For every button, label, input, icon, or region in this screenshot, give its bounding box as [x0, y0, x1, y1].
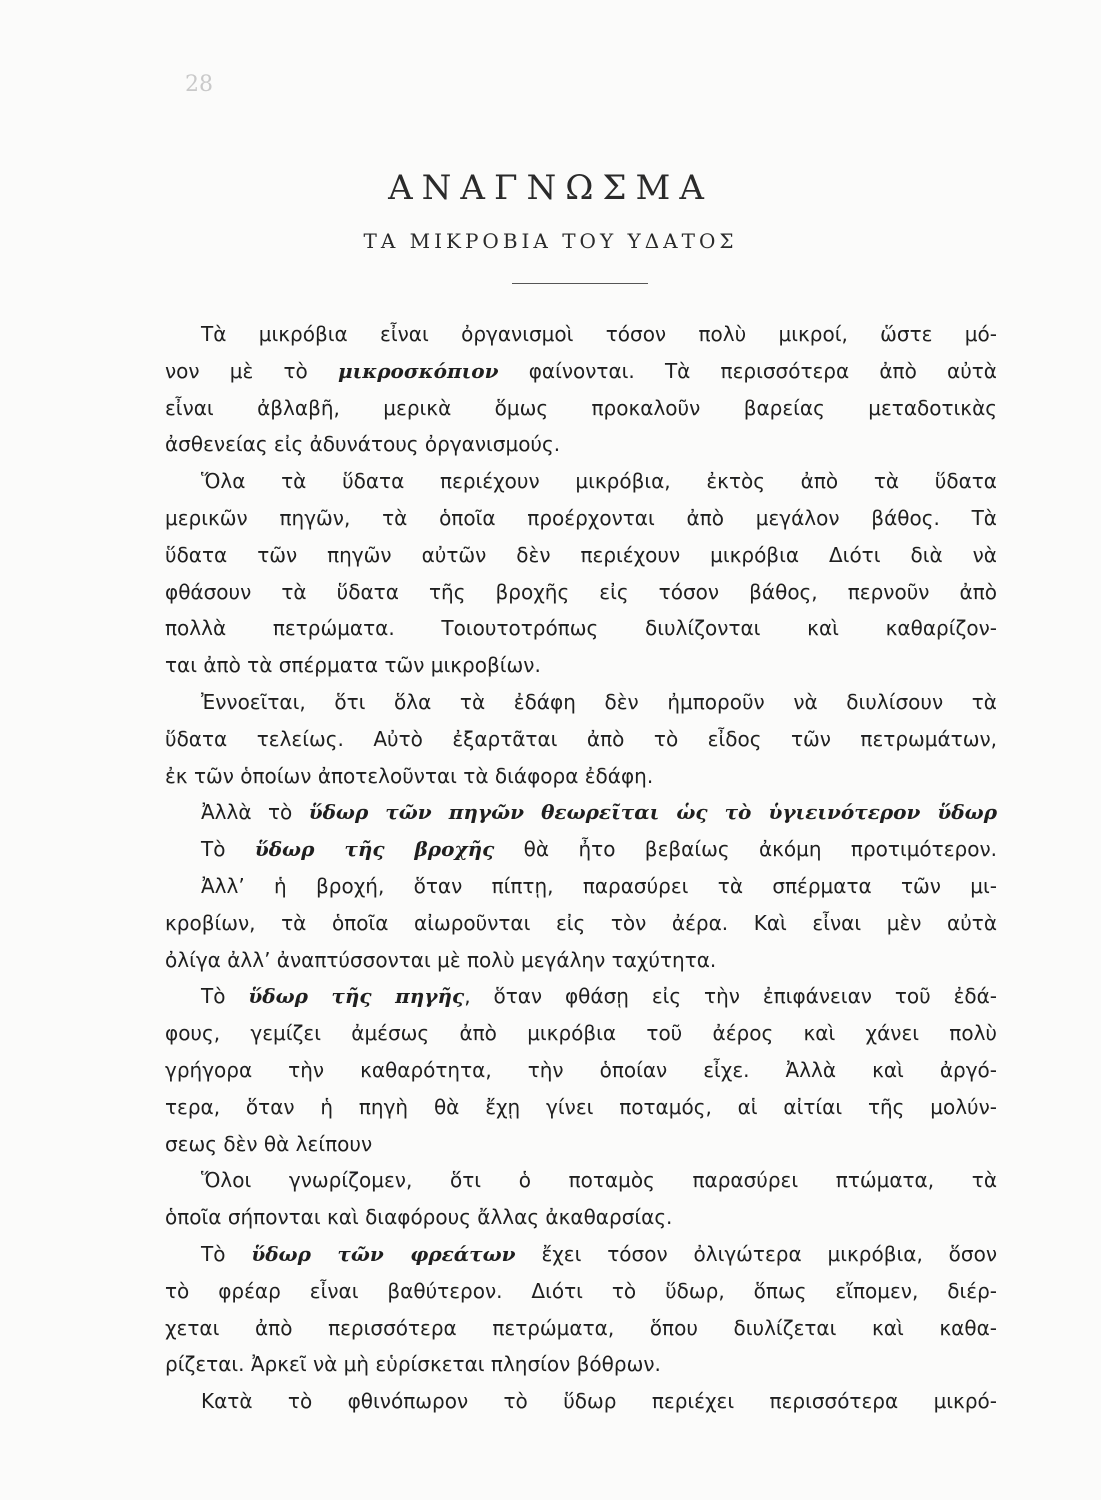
text-segment: ὕδατα τελείως. Αὐτὸ ἐξαρτᾶται ἀπὸ τὸ εἶδος τῶν πετρωμάτων, [165, 726, 997, 751]
text-segment: ὕδατα τῶν πηγῶν αὐτῶν δὲν περιέχουν μικρόβια Διότι διὰ νὰ [165, 542, 997, 567]
text-line [165, 1089, 997, 1126]
text-line [165, 942, 997, 979]
text-segment: ἐκ τῶν ὁποίων ἀποτελοῦνται τὰ διάφορα ἐδάφη. [165, 763, 654, 788]
text-segment: Τὸ [201, 837, 255, 862]
text-line [165, 1236, 997, 1273]
text-segment: ὀλίγα ἀλλ’ ἀναπτύσσονται μὲ πολὺ μεγάλην ταχύτητα. [165, 947, 717, 972]
text-segment: ται ἀπὸ τὰ σπέρματα τῶν μικροβίων. [165, 653, 541, 678]
text-line [165, 868, 997, 905]
text-line [165, 721, 997, 758]
text-segment: θὰ ἦτο βεβαίως ἀκόμη προτιμότερον. [494, 837, 997, 862]
text-line [165, 316, 997, 353]
text-segment: νον μὲ τὸ [165, 358, 338, 383]
text-line [165, 574, 997, 611]
text-line [165, 390, 997, 427]
text-line [165, 1052, 997, 1089]
text-segment: ἔχει τόσον ὀλιγώτερα μικρόβια, ὅσον [515, 1241, 997, 1266]
text-segment: Ἀλλὰ τὸ [201, 800, 309, 825]
text-segment: Τὸ [201, 984, 249, 1009]
text-line [165, 684, 997, 721]
text-segment: ἀσθενείας εἰς ἀδυνάτους ὀργανισμούς. [165, 432, 561, 457]
text-line [165, 905, 997, 942]
article-body [165, 316, 997, 1420]
text-segment: φους, γεμίζει ἀμέσως ἀπὸ μικρόβια τοῦ ἀέρος καὶ χάνει πολὺ [165, 1021, 997, 1046]
text-segment: τὸ φρέαρ εἶναι βαθύτερον. Διότι τὸ ὕδωρ, ὅπως εἴπομεν, διέρ- [165, 1278, 997, 1303]
text-segment: Ὅλα τὰ ὕδατα περιέχουν μικρόβια, ἐκτὸς ἀπὸ τὰ ὕδατα [201, 469, 997, 494]
text-line [165, 500, 997, 537]
text-segment: Ὅλοι γνωρίζομεν, ὅτι ὁ ποταμὸς παρασύρει πτώματα, τὰ [201, 1168, 997, 1193]
text-segment: Ἀλλ’ ἡ βροχή, ὅταν πίπτῃ, παρασύρει τὰ σπέρματα τῶν μι- [201, 873, 997, 898]
page-title: ΑΝΑΓΝΩΣΜΑ [388, 168, 713, 208]
emphasized-phrase: ὕδωρ τῆς βροχῆς [254, 837, 495, 862]
page-subtitle: ΤΑ ΜΙΚΡΟΒΙΑ ΤΟΥ ΥΔΑΤΟΣ [363, 229, 738, 253]
text-line [165, 1383, 997, 1420]
emphasized-phrase: ὕδωρ τῶν πηγῶν θεωρεῖται ὡς τὸ ὑγιεινότερον ὕδωρ [308, 800, 997, 825]
text-line [165, 463, 997, 500]
text-segment: , ὅταν φθάσῃ εἰς τὴν ἐπιφάνειαν τοῦ ἐδά- [464, 984, 998, 1009]
text-line [165, 1273, 997, 1310]
text-segment: σεως δὲν θὰ λείπουν [165, 1131, 373, 1156]
text-segment: Κατὰ τὸ φθινόπωρον τὸ ὕδωρ περιέχει περισσότερα μικρό- [201, 1389, 997, 1414]
text-line [165, 1162, 997, 1199]
text-segment: ρίζεται. Ἀρκεῖ νὰ μὴ εὑρίσκεται πλησίον βόθρων. [165, 1352, 661, 1377]
text-line [165, 610, 997, 647]
text-segment: φαίνονται. Τὰ περισσότερα ἀπὸ αὐτὰ [498, 358, 997, 383]
text-segment: τερα, ὅταν ἡ πηγὴ θὰ ἔχῃ γίνει ποταμός, αἱ αἰτίαι τῆς μολύν- [165, 1094, 997, 1119]
text-segment: ὁποῖα σήπονται καὶ διαφόρους ἄλλας ἀκαθαρσίας. [165, 1205, 673, 1230]
text-line [165, 831, 997, 868]
text-line [165, 758, 997, 795]
text-line [165, 647, 997, 684]
text-segment: εἶναι ἀβλαβῆ, μερικὰ ὅμως προκαλοῦν βαρείας μεταδοτικὰς [165, 395, 997, 420]
text-line [165, 426, 997, 463]
text-line [165, 537, 997, 574]
text-segment: χεται ἀπὸ περισσότερα πετρώματα, ὅπου διυλίζεται καὶ καθα- [165, 1315, 997, 1340]
emphasized-phrase: ὕδωρ τῶν φρεάτων [251, 1241, 516, 1266]
text-segment: Τὰ μικρόβια εἶναι ὀργανισμοὶ τόσον πολὺ μικροί, ὥστε μό- [201, 322, 997, 346]
text-line [165, 1015, 997, 1052]
title-divider [512, 283, 648, 284]
text-segment: γρήγορα τὴν καθαρότητα, τὴν ὁποίαν εἶχε. Ἀλλὰ καὶ ἀργό- [165, 1057, 997, 1082]
text-segment: πολλὰ πετρώματα. Τοιουτοτρόπως διυλίζονται καὶ καθαρίζον- [165, 616, 997, 641]
text-segment: Τὸ [201, 1241, 252, 1266]
emphasized-phrase: μικροσκόπιον [337, 358, 499, 383]
text-segment: φθάσουν τὰ ὕδατα τῆς βροχῆς εἰς τόσον βάθος, περνοῦν ἀπὸ [165, 579, 997, 604]
text-line [165, 353, 997, 390]
emphasized-phrase: ὕδωρ τῆς πηγῆς [248, 984, 465, 1009]
text-line [165, 1346, 997, 1383]
text-segment: κροβίων, τὰ ὁποῖα αἰωροῦνται εἰς τὸν ἀέρα. Καὶ εἶναι μὲν αὐτὰ [165, 910, 997, 935]
text-line [165, 978, 997, 1015]
text-line [165, 1310, 997, 1347]
text-segment: μερικῶν πηγῶν, τὰ ὁποῖα προέρχονται ἀπὸ μεγάλον βάθος. Τὰ [165, 505, 997, 530]
text-line [165, 1199, 997, 1236]
page-number: 28 [185, 72, 213, 97]
text-line [165, 1126, 997, 1163]
text-line [165, 794, 997, 831]
text-segment: Ἐννοεῖται, ὅτι ὅλα τὰ ἐδάφη δὲν ἠμποροῦν νὰ διυλίσουν τὰ [201, 689, 997, 714]
